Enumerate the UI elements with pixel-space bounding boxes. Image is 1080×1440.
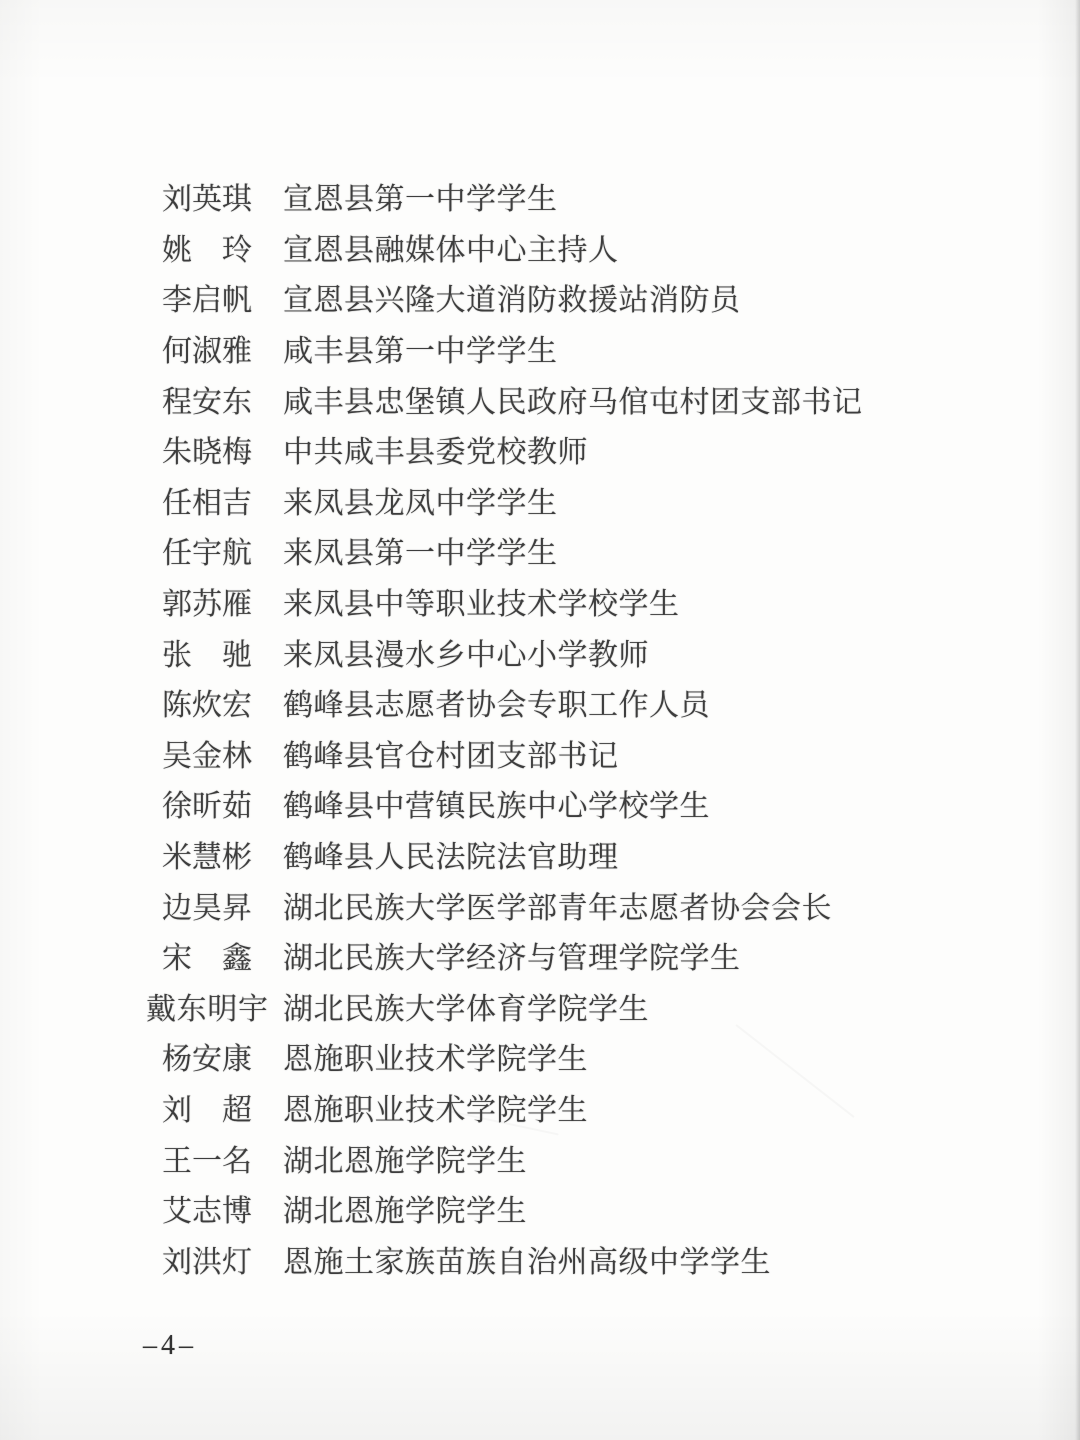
- name-char: 志: [192, 1195, 222, 1229]
- person-title: 湖北恩施学院学生: [283, 1195, 527, 1229]
- name-char: 宇: [237, 992, 268, 1026]
- name-char: 刘: [162, 183, 192, 217]
- person-title: 恩施职业技术学院学生: [283, 1093, 588, 1127]
- person-title: 宣恩县兴隆大道消防救援站消防员: [283, 284, 741, 318]
- name-char: 彬: [222, 841, 252, 875]
- name-char: 宋: [162, 942, 192, 976]
- name-char: 慧: [192, 841, 222, 875]
- roster-row: [0, 171, 1080, 222]
- person-title: 宣恩县融媒体中心主持人: [283, 233, 619, 267]
- person-name: [162, 731, 252, 775]
- person-title: 恩施职业技术学院学生: [283, 1043, 588, 1077]
- name-char: 琪: [222, 183, 252, 217]
- person-name: [162, 1186, 252, 1230]
- name-char: 戴: [146, 992, 176, 1026]
- person-name: [162, 579, 252, 623]
- person-name: [162, 1237, 252, 1281]
- roster-row: [0, 930, 1080, 981]
- name-char: 安: [192, 385, 222, 419]
- person-name: [162, 225, 252, 269]
- name-char: 鑫: [222, 942, 252, 976]
- roster-row: [0, 981, 1080, 1032]
- name-char: 一: [192, 1144, 222, 1178]
- name-char: 昊: [192, 891, 222, 925]
- roster-row: [0, 272, 1080, 323]
- person-name: [162, 377, 252, 421]
- name-char: 吴: [162, 739, 192, 773]
- person-name: [162, 883, 252, 927]
- name-char: 洪: [192, 1245, 222, 1279]
- name-char: 康: [222, 1043, 252, 1077]
- person-title: 宣恩县第一中学学生: [283, 183, 558, 217]
- name-char: 刘: [162, 1245, 192, 1279]
- name-char: 航: [222, 537, 252, 571]
- roster-row: [0, 373, 1080, 424]
- person-name: [162, 174, 252, 218]
- name-char: 灯: [222, 1245, 252, 1279]
- page-number: –4–: [143, 1330, 197, 1361]
- roster-row: [0, 728, 1080, 779]
- name-char: 超: [222, 1093, 252, 1127]
- person-title: 恩施土家族苗族自治州高级中学学生: [283, 1245, 771, 1279]
- name-char: 陈: [162, 689, 192, 723]
- name-char: 边: [162, 891, 192, 925]
- scan-edge-shadow: [1075, 0, 1080, 1440]
- name-char: 驰: [222, 638, 252, 672]
- name-char: 雁: [222, 588, 252, 622]
- person-title: 鹤峰县官仓村团支部书记: [283, 739, 619, 773]
- roster-row: [0, 1233, 1080, 1284]
- name-char: 程: [162, 385, 192, 419]
- person-title: 鹤峰县中营镇民族中心学校学生: [283, 790, 710, 824]
- name-char: 李: [162, 284, 192, 318]
- person-name: [162, 1034, 252, 1078]
- name-char: 英: [192, 183, 222, 217]
- name-char: 淑: [192, 335, 222, 369]
- person-name: [162, 478, 252, 522]
- roster-row: [0, 576, 1080, 627]
- person-title: 来凤县龙凤中学学生: [283, 486, 558, 520]
- name-char: 博: [222, 1195, 252, 1229]
- name-char: 姚: [162, 233, 192, 267]
- name-char: 东: [176, 992, 207, 1026]
- person-name: [162, 630, 252, 674]
- name-char: 米: [162, 841, 192, 875]
- roster-row: [0, 1183, 1080, 1234]
- person-title: 来凤县漫水乡中心小学教师: [283, 638, 649, 672]
- name-char: 吉: [222, 486, 252, 520]
- name-char: 雅: [222, 335, 252, 369]
- name-char: 茹: [222, 790, 252, 824]
- name-char: 玲: [222, 233, 252, 267]
- person-name: [162, 933, 252, 977]
- name-char: 炊: [192, 689, 222, 723]
- name-char: 启: [192, 284, 222, 318]
- roster-list: [0, 171, 1080, 1284]
- roster-row: [0, 222, 1080, 273]
- name-char: 任: [162, 486, 192, 520]
- roster-row: [0, 1132, 1080, 1183]
- roster-row: [0, 677, 1080, 728]
- name-char: 郭: [162, 588, 192, 622]
- name-char: 苏: [192, 588, 222, 622]
- name-char: 帆: [222, 284, 252, 318]
- person-title: 湖北民族大学医学部青年志愿者协会会长: [283, 891, 832, 925]
- name-char: 王: [162, 1144, 192, 1178]
- name-char: 张: [162, 638, 192, 672]
- name-char: 昕: [192, 790, 222, 824]
- name-char: 梅: [222, 436, 252, 470]
- name-char: 安: [192, 1043, 222, 1077]
- roster-row: [0, 475, 1080, 526]
- name-char: 刘: [162, 1093, 192, 1127]
- name-char: 林: [222, 739, 252, 773]
- person-title: 来凤县中等职业技术学校学生: [283, 588, 680, 622]
- person-title: 中共咸丰县委党校教师: [283, 436, 588, 470]
- roster-row: [0, 778, 1080, 829]
- person-name: [162, 275, 252, 319]
- person-title: 来凤县第一中学学生: [283, 537, 558, 571]
- roster-row: [0, 323, 1080, 374]
- roster-row: [0, 829, 1080, 880]
- person-name: [162, 781, 252, 825]
- name-char: 杨: [162, 1043, 192, 1077]
- name-char: 东: [222, 385, 252, 419]
- name-char: 何: [162, 335, 192, 369]
- person-name: [162, 326, 252, 370]
- name-char: 任: [162, 537, 192, 571]
- name-char: 宏: [222, 689, 252, 723]
- roster-row: [0, 879, 1080, 930]
- person-title: 湖北民族大学体育学院学生: [283, 992, 649, 1026]
- roster-row: [0, 525, 1080, 576]
- person-title: 湖北民族大学经济与管理学院学生: [283, 942, 741, 976]
- person-title: 咸丰县第一中学学生: [283, 335, 558, 369]
- person-name: [162, 1136, 252, 1180]
- person-title: 鹤峰县志愿者协会专职工作人员: [283, 689, 710, 723]
- name-char: 名: [222, 1144, 252, 1178]
- roster-row: [0, 424, 1080, 475]
- name-char: 晓: [192, 436, 222, 470]
- name-char: 朱: [162, 436, 192, 470]
- name-char: 相: [192, 486, 222, 520]
- roster-row: [0, 1082, 1080, 1133]
- roster-row: [0, 1031, 1080, 1082]
- person-name: [162, 427, 252, 471]
- person-title: 湖北恩施学院学生: [283, 1144, 527, 1178]
- person-name: [162, 528, 252, 572]
- name-char: 明: [207, 992, 238, 1026]
- name-char: 徐: [162, 790, 192, 824]
- name-char: 金: [192, 739, 222, 773]
- person-title: 咸丰县忠堡镇人民政府马倌屯村团支部书记: [283, 385, 863, 419]
- person-name: [146, 984, 268, 1028]
- name-char: 宇: [192, 537, 222, 571]
- person-name: [162, 680, 252, 724]
- name-char: 昇: [222, 891, 252, 925]
- person-title: 鹤峰县人民法院法官助理: [283, 841, 619, 875]
- name-char: 艾: [162, 1195, 192, 1229]
- roster-row: [0, 626, 1080, 677]
- person-name: [162, 1085, 252, 1129]
- person-name: [162, 832, 252, 876]
